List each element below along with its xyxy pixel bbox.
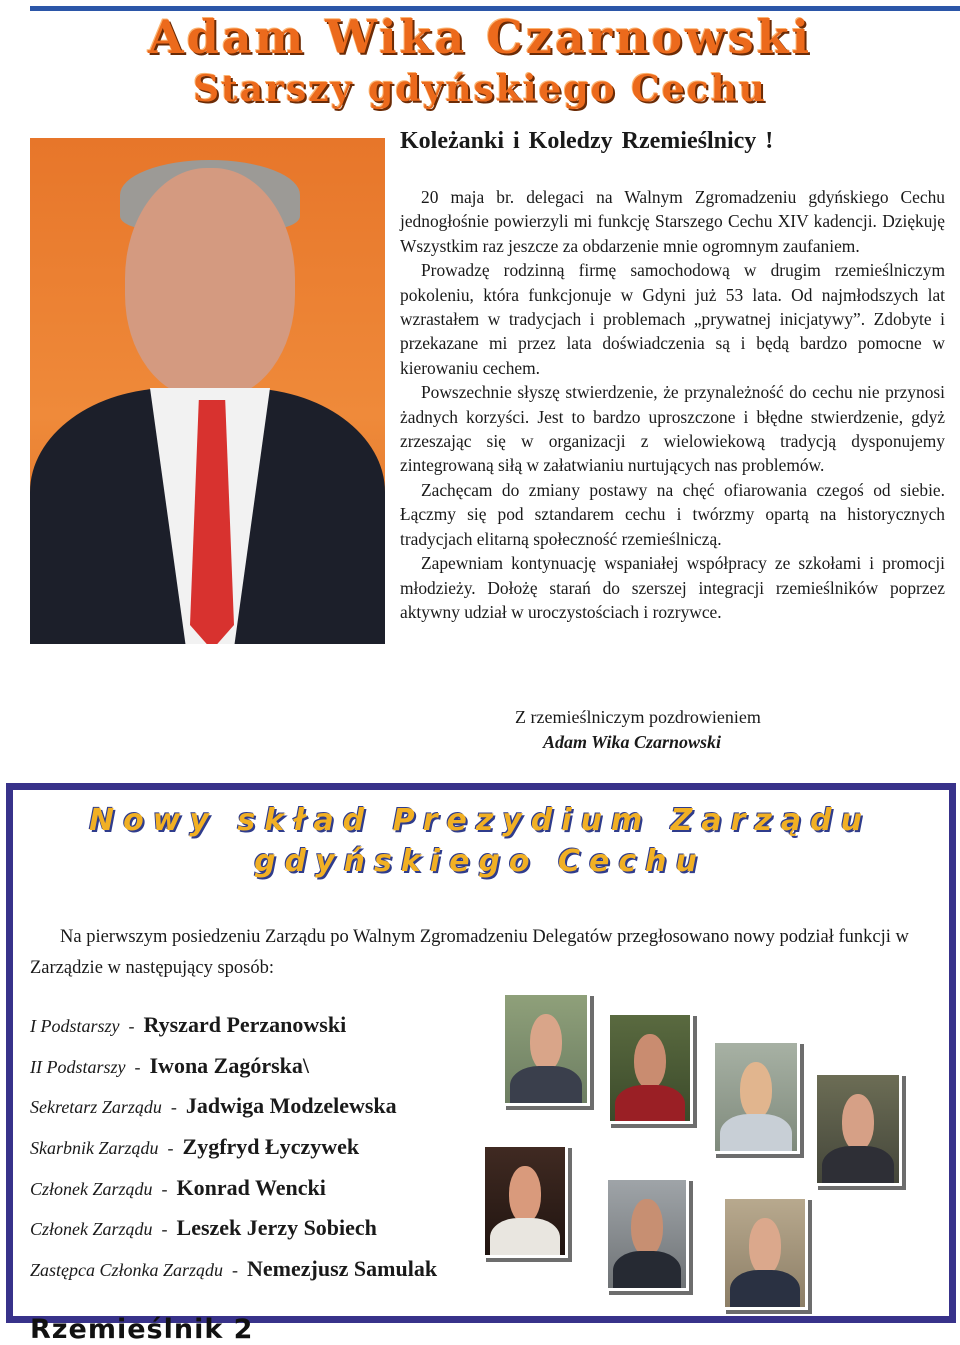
member-photo [607,1012,693,1124]
member-photo [502,992,590,1106]
page-subtitle: Starszy gdyńskiego Cechu [193,68,767,110]
board-member-name: Nemezjusz Samulak [247,1256,438,1282]
board-role: II Podstarszy [30,1056,126,1077]
board-separator: - [232,1260,239,1281]
board-role: Członek Zarządu [30,1178,153,1199]
board-row [30,1012,500,1053]
closing-phrase: Z rzemieślniczym pozdrowieniem [515,707,761,727]
section-title: Nowy skład Prezydium Zarządu [88,803,872,838]
member-photo [814,1072,902,1186]
member-photo [722,1196,808,1310]
board-separator: - [128,1016,135,1036]
portrait-photo [30,138,385,644]
issue-footer: Rzemieślnik 2 [30,1314,254,1345]
member-photo [605,1177,689,1291]
board-member-name: Iwona Zagórska\ [149,1052,310,1078]
board-member-name: Leszek Jerzy Sobiech [176,1215,377,1241]
board-row [30,1093,500,1134]
board-separator: - [161,1178,168,1199]
board-member-name: Konrad Wencki [176,1174,326,1200]
board-row [30,1053,500,1094]
board-role: Sekretarz Zarządu [30,1097,162,1118]
board-member-name: Jadwiga Modzelewska [185,1093,397,1119]
board-role: Członek Zarządu [30,1219,153,1240]
presidium-intro: Na pierwszym posiedzeniu Zarządu po Walnym Zgromadzeniu Delegatów przegłosowano nowy podział funkcji w Zarządzie w następujący sposób: [30,927,909,978]
letter-paragraph: Prowadzę rodzinną firmę samochodową w drugim rzemieślniczym pokoleniu, która funkcjonuje w Gdyni już 53 lata. Od najmłodszych lat wzrastałem w tradycjach i problemach „prywatnej inicjatywy”. Zdobyte i przekazane mi przez lata doświadczenia są i będą bardzo pomocne w kierowaniu cechem. [400,260,945,378]
board-separator: - [170,1097,177,1118]
letter-greeting: Koleżanki i Koledzy Rzemieślnicy ! [400,128,774,154]
board-row [30,1175,500,1216]
board-separator: - [167,1138,174,1159]
page-title: Adam Wika Czarnowski [147,10,813,64]
board-row [30,1215,500,1256]
member-photo [712,1040,800,1154]
board-member-name: Zygfryd Łyczywek [182,1134,360,1160]
signature: Adam Wika Czarnowski [543,732,722,752]
letter-paragraph: Powszechnie słyszę stwierdzenie, że przynależność do cechu nie przynosi żadnych korzyści. Jest to bardzo uproszczone i błędne stwierdzenie, gdyż zrzeszając się w organizacji z wielowiekową tradycją dysponujemy zintegrowaną siłą w załatwianiu nurtujących nas problemów. [400,382,945,476]
letter-paragraph: Zapewniam kontynuację wspaniałej współpracy ze szkołami i promocji młodzieży. Dołożę starań do szerszej integracji rzemieślników poprzez aktywny udział w uroczystościach i rozrywce. [400,553,945,622]
letter-body [400,185,945,624]
letter-paragraph: Zachęcam do zmiany postawy na chęć ofiarowania czegoś od siebie. Łączmy się pod sztandarem cechu i twórzmy opartą na historycznych tradycjach elitarną społeczność rzemieślniczą. [400,479,945,549]
section-title-line2: gdyńskiego Cechu [254,844,706,879]
board-row [30,1256,500,1297]
board-separator: - [134,1056,141,1077]
member-photo [482,1144,568,1258]
board-separator: - [161,1219,168,1240]
board-list [30,1012,500,1297]
letter-paragraph: 20 maja br. delegaci na Walnym Zgromadzeniu gdyńskiego Cechu jednogłośnie powierzyli mi funkcję Starszego Cechu XIV kadencji. Dziękuję Wszystkim raz jeszcze za obdarzenie mnie ogromnym zaufaniem. [400,187,945,256]
board-role: Zastępca Członka Zarządu [30,1260,224,1281]
board-role: Skarbnik Zarządu [30,1138,159,1159]
letter-closing [515,705,761,755]
portrait-face [125,168,295,398]
board-member-name: Ryszard Perzanowski [143,1012,347,1037]
board-row [30,1134,500,1175]
board-role: I Podstarszy [30,1016,120,1036]
